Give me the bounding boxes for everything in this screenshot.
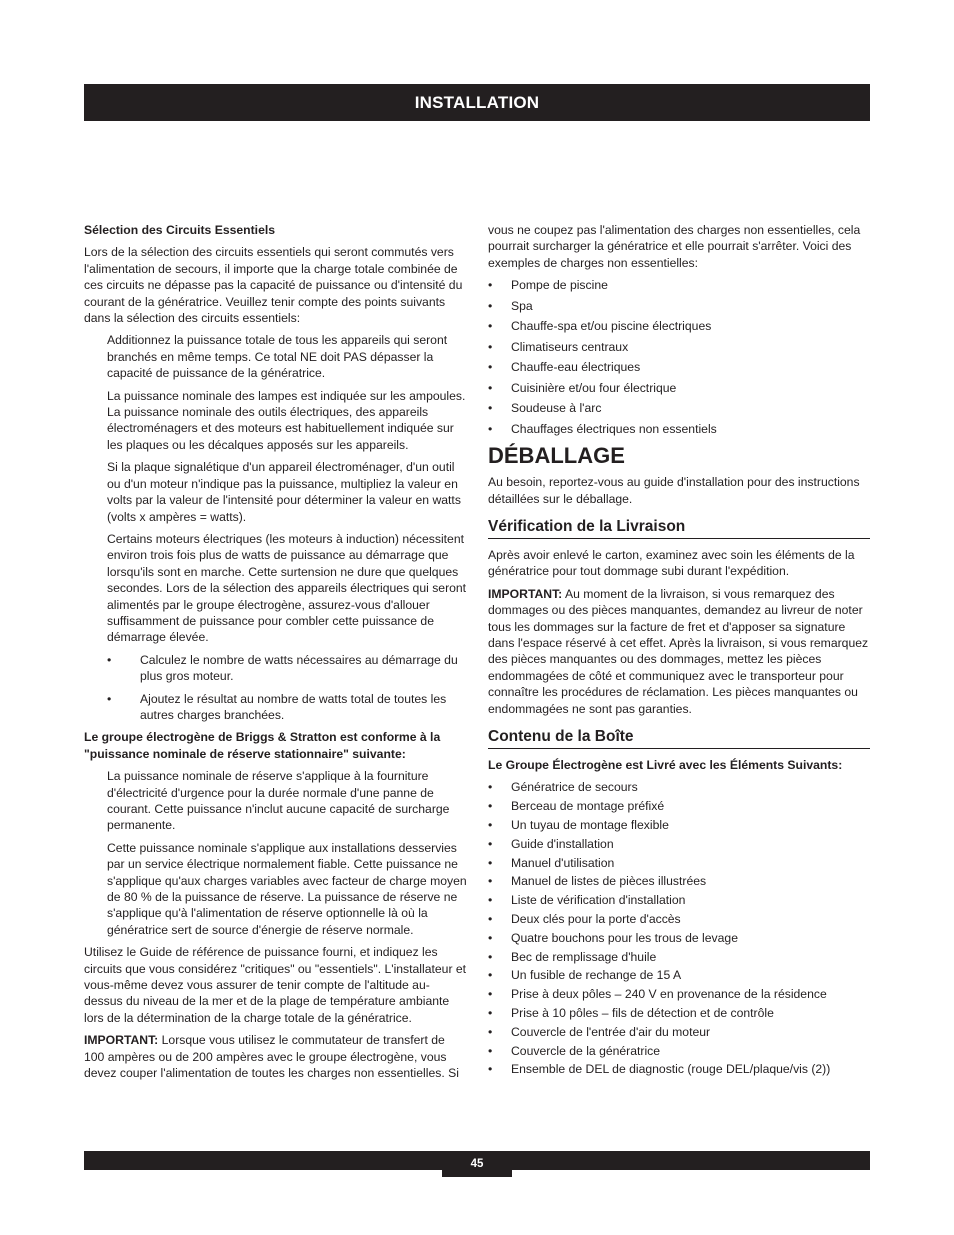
list-item: • Ajoutez le résultat au nombre de watts total de toutes les autres charges branchées. [107,691,447,722]
bullet-icon: • [488,1043,493,1058]
important-text: Lorsque vous utilisez le commutateur de transfert de 100 ampères ou de 200 ampères avec le groupe électrogène, vous devez couper l'alimentation de toutes les charges non essentielles. Si [84,1033,459,1081]
essential-circuits-intro: Lors de la sélection des circuits essentiels qui seront commutés vers l'alimentation de secours, il importe que la charge totale combinée de ces circuits ne dépasse pas la capacité de puissance ou d'intensité du courant de la génératrice. Veuillez tenir compte des points suivants dans la sélection des circuits essentiels: [84,245,463,326]
list-item: • Un fusible de rechange de 15 A [488,968,682,983]
delivery-check-title: Vérification de la Livraison [488,517,870,539]
indented-paragraph: Additionnez la puissance totale de tous les appareils qui seront branchés en même temps. Ce total NE doit PAS dépasser la capacité de puissance de la génératrice. [107,333,448,381]
unpacking-text: Au besoin, reportez-vous au guide d'installation pour des instructions détaillées sur le déballage. [488,475,860,506]
list-item: • Chauffages électriques non essentiels [488,421,717,436]
list-item: • Quatre bouchons pour les trous de levage [488,930,738,945]
delivery-check-text: Après avoir enlevé le carton, examinez avec soin les éléments de la génératrice pour tout dommage subi durant l'expédition. [488,547,855,579]
bullet-icon: • [488,799,493,814]
bullet-icon: • [488,421,493,436]
bullet-icon: • [488,987,493,1002]
bullet-icon: • [488,836,493,851]
list-item: • Un tuyau de montage flexible [488,818,669,832]
box-contents-heading: Le Groupe Électrogène est Livré avec les Éléments Suivants: [488,758,843,772]
bullet-icon: • [488,855,493,870]
nonessential-loads-list [488,277,870,437]
delivery-important-paragraph [488,586,870,717]
page-number: 45 [470,1158,484,1170]
list-item: • Manuel d'utilisation [488,855,615,870]
list-item: • Bec de remplissage d'huile [488,949,657,964]
list-item: • Pompe de piscine [488,278,608,293]
list-item: • Prise à deux pôles – 240 V en provenance de la résidence [488,987,827,1002]
list-item: • Soudeuse à l'arc [488,401,602,416]
bullet-icon: • [488,401,493,416]
bullet-icon: • [488,380,493,395]
bullet-icon: • [488,319,493,334]
unpacking-title: DÉBALLAGE [488,443,625,469]
indented-paragraph: La puissance nominale des lampes est indiquée sur les ampoules. La puissance nominale des outils électriques, des appareils électroménagers et des moteurs est habituellement indiquée sur les plaques ou les décalques apposés sur les appareils. [107,388,466,452]
list-item: • Prise à 10 pôles – fils de détection et de contrôle [488,1005,774,1020]
essential-circuits-heading: Sélection des Circuits Essentiels [84,223,276,237]
list-item: • Génératrice de secours [488,780,638,795]
bullet-icon: • [107,691,112,706]
bullet-icon: • [488,1062,493,1077]
list-item: • Ensemble de DEL de diagnostic (rouge DEL/plaque/vis (2)) [488,1062,831,1077]
continued-paragraph: vous ne coupez pas l'alimentation des charges non essentielles, cela pourrait surcharger la génératrice et elle pourrait s'arrêter. Voici des exemples de charges non essentielles: [488,223,861,270]
reference-guide-paragraph: Utilisez le Guide de référence de puissance fourni, et indiquez les circuits que vous considérez "critiques" ou "essentiels". L'installateur et vous-même devez vous assurer de tenir compte de l'altitude au-dessus du niveau de la mer et de la plage de température ambiante lors de la détermination de la charge totale de la génératrice. [84,945,467,1025]
page-number-tab [442,1151,512,1177]
bullet-icon: • [488,930,493,945]
right-column [488,222,870,1082]
list-item: • Climatiseurs centraux [488,339,629,354]
left-column [84,222,468,1088]
list-item: • Liste de vérification d'installation [488,893,686,908]
indented-paragraph: La puissance nominale de réserve s'applique à la fourniture d'électricité d'urgence pour la durée normale d'une panne de courant. Cette puissance n'inclut aucune capacité de surcharge permanente. [107,769,450,833]
box-contents-list [488,779,870,1077]
box-contents-title: Contenu de la Boîte [488,727,870,749]
list-item: • Chauffe-eau électriques [488,360,641,375]
bullet-icon: • [488,360,493,375]
section-title: INSTALLATION [414,92,540,112]
bullet-icon: • [488,339,493,354]
list-item: • Chauffe-spa et/ou piscine électriques [488,319,712,334]
bullet-icon: • [488,949,493,964]
bullet-icon: • [107,652,112,667]
important-text: Au moment de la livraison, si vous remarquez des dommages ou des pièces manquantes, demandez au livreur de noter tous les dommages sur la facture de fret et d'apposer sa signature dans l'espace réservé à cet effet. Après la livraison, si vous remarquez des pièces manquantes ou des dommages, mettez les pièces endommagées de côté et communiquez avec le transporteur pour connaître les procédures de réclamation. Les pièces manquantes ou endommagées ne sont pas garanties. [488,586,869,716]
bullet-icon: • [488,968,493,983]
important-paragraph [84,1032,468,1081]
bullet-icon: • [488,1005,493,1020]
indented-paragraph: Si la plaque signalétique d'un appareil électroménager, d'un outil ou d'un moteur n'indique pas la puissance, multipliez la valeur en volts par la valeur de l'intensité pour déterminer la valeur en watts (volts x ampères = watts). [107,460,461,524]
bullet-icon: • [488,780,493,795]
list-item: • Couvercle de la génératrice [488,1043,661,1058]
bullet-icon: • [488,818,493,832]
list-item: • Calculez le nombre de watts nécessaires au démarrage du plus gros moteur. [107,652,458,684]
bullet-icon: • [488,874,493,889]
list-item: • Couvercle de l'entrée d'air du moteur [488,1024,711,1039]
list-item: • Spa [488,298,533,313]
list-item: • Guide d'installation [488,836,614,851]
important-label: IMPORTANT: [84,1033,159,1048]
bullet-icon: • [488,911,493,926]
conformity-heading: Le groupe électrogène de Briggs & Stratton est conforme à la "puissance nominale de réserve stationnaire" suivante: [84,730,441,761]
section-header-bar [84,84,870,121]
indented-paragraph: Certains moteurs électriques (les moteurs à induction) nécessitent environ trois fois plus de watts de puissance au démarrage que lorsqu'ils sont en marche. Cette surtension ne dure que quelques secondes. Lors de la sélection des appareils électriques qui seront alimentés par le groupe électrogène, assurez-vous d'allouer suffisamment de puissance pour combler cette puissance de démarrage élevée. [107,531,467,645]
motor-bullet-list [84,652,468,724]
bullet-icon: • [488,278,493,293]
indented-paragraph: Cette puissance nominale s'applique aux installations desservies par un service électrique normalement fiable. Cette puissance ne s'applique qu'aux charges variables avec facteur de charge moyen de 80 % de la puissance de réserve. La puissance de réserve ne s'applique qu'à l'alimentation de réserve optionnelle là où la génératrice sert de source d'énergie de réserve normale. [107,840,467,937]
list-item: • Manuel de listes de pièces illustrées [488,874,707,889]
important-label: IMPORTANT: [488,586,563,601]
bullet-icon: • [488,1024,493,1039]
list-item: • Deux clés pour la porte d'accès [488,911,681,926]
bullet-icon: • [488,893,493,908]
bullet-icon: • [488,298,493,313]
list-item: • Berceau de montage préfixé [488,799,665,814]
list-item: • Cuisinière et/ou four électrique [488,380,677,395]
